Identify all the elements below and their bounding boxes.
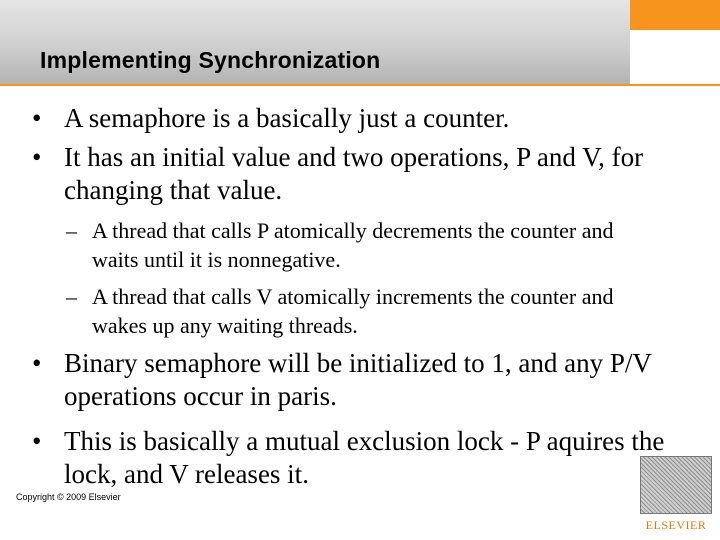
copyright-footer: Copyright © 2009 Elsevier (16, 492, 121, 502)
bullet-item: • It has an initial value and two operations, P and V, for changing that value. (28, 141, 668, 207)
bullet-item: • This is basically a mutual exclusion lock - P aquires the lock, and V releases it. (28, 425, 668, 491)
sub-bullet-item: – A thread that calls V atomically increments the counter and wakes up any waiting threads. (66, 282, 646, 340)
logo-wordmark: ELSEVIER (645, 518, 707, 532)
elsevier-logo (640, 456, 712, 536)
bullet-item: • Binary semaphore will be initialized to 1, and any P/V operations occur in paris. (28, 347, 668, 413)
sub-bullet-item: – A thread that calls P atomically decrements the counter and waits until it is nonnegative. (66, 216, 646, 274)
bullet-item: • A semaphore is a basically just a counter. (28, 102, 668, 135)
accent-bar (630, 0, 720, 30)
slide-title: Implementing Synchronization (40, 47, 381, 73)
tree-emblem-icon (640, 456, 712, 514)
accent-rule (0, 84, 720, 86)
